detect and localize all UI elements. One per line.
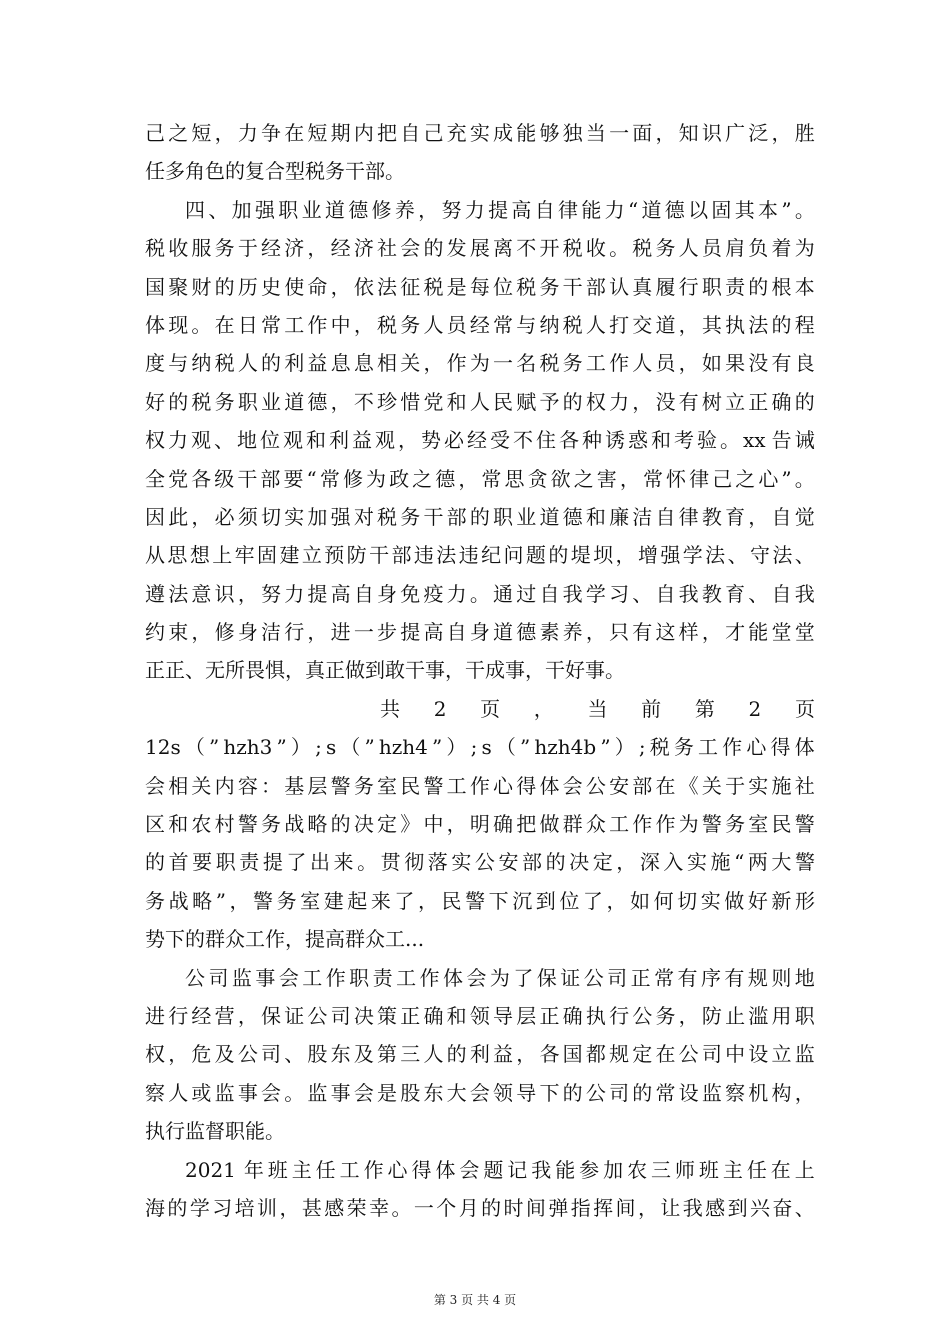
- text-line: 12s （ ” hzh3 ” ） ; s （ ” hzh4 ” ） ; s （ ” hzh4b ” ） ; 税 务 工 作 心 得 体: [145, 735, 815, 760]
- text-line: 正正、无所畏惧，真正做到敢干事，干成事，干好事。: [145, 658, 625, 683]
- text-line: 因 此 ， 必 须 切 实 加 强 对 税 务 干 部 的 职 业 道 德 和 廉 洁 自 律 教 育 ， 自 觉: [145, 504, 815, 529]
- text-line: 从 思 想 上 牢 固 建 立 预 防 干 部 违 法 违 纪 问 题 的 堤 坝 ， 增 强 学 法 、 守 法 、: [145, 543, 815, 568]
- text-line: 权 ， 危 及 公 司 、 股 东 及 第 三 人 的 利 益 ， 各 国 都 规 定 在 公 司 中 设 立 监: [145, 1042, 815, 1067]
- text-line: 的 首 要 职 责 提 了 出 来 。 贯 彻 落 实 公 安 部 的 决 定 ， 深 入 实 施 “ 两 大 警: [145, 850, 815, 875]
- text-line: 公 司 监 事 会 工 作 职 责 工 作 体 会 为 了 保 证 公 司 正 常 有 序 有 规 则 地: [185, 965, 815, 990]
- document-body: [145, 114, 815, 1227]
- text-line: 国 聚 财 的 历 史 使 命 ， 依 法 征 税 是 每 位 税 务 干 部 认 真 履 行 职 责 的 根 本: [145, 274, 815, 299]
- text-line: 务 战 略 ” ， 警 务 室 建 起 来 了 ， 民 警 下 沉 到 位 了 ， 如 何 切 实 做 好 新 形: [145, 888, 815, 913]
- text-line: 察 人 或 监 事 会 。 监 事 会 是 股 东 大 会 领 导 下 的 公 司 的 常 设 监 察 机 构 ，: [145, 1080, 815, 1105]
- text-line: 区 和 农 村 警 务 战 略 的 决 定 》 中 ， 明 确 把 做 群 众 工 作 作 为 警 务 室 民 警: [145, 812, 815, 837]
- text-line: 度 与 纳 税 人 的 利 益 息 息 相 关 ， 作 为 一 名 税 务 工 作 人 员 ， 如 果 没 有 良: [145, 351, 815, 376]
- text-line: 遵 法 意 识 ， 努 力 提 高 自 身 免 疫 力 。 通 过 自 我 学 习 、 自 我 教 育 、 自 我: [145, 581, 815, 606]
- text-line: 税 收 服 务 于 经 济 ， 经 济 社 会 的 发 展 离 不 开 税 收 。 税 务 人 员 肩 负 着 为: [145, 236, 815, 261]
- page-count-line: 共 2 页 ， 当 前 第 2 页: [380, 696, 815, 721]
- text-line: 进 行 经 营 ， 保 证 公 司 决 策 正 确 和 领 导 层 正 确 执 行 公 务 ， 防 止 滥 用 职: [145, 1003, 815, 1028]
- text-line: 约 束 ， 修 身 洁 行 ， 进 一 步 提 高 自 身 道 德 素 养 ， 只 有 这 样 ， 才 能 堂 堂: [145, 620, 815, 645]
- text-line: 四 、 加 强 职 业 道 德 修 养 ， 努 力 提 高 自 律 能 力 “ 道 德 以 固 其 本 ” 。: [185, 197, 815, 222]
- page-footer: 第 3 页 共 4 页: [433, 1293, 517, 1307]
- text-line: 2021 年 班 主 任 工 作 心 得 体 会 题 记 我 能 参 加 农 三 师 班 主 任 在 上: [185, 1157, 815, 1182]
- text-line: 己 之 短 ， 力 争 在 短 期 内 把 自 己 充 实 成 能 够 独 当 一 面 ， 知 识 广 泛 ， 胜: [145, 121, 815, 145]
- text-line: 势下的群众工作，提高群众工...: [145, 927, 425, 952]
- text-line: 执行监督职能。: [145, 1119, 285, 1144]
- text-line: 好 的 税 务 职 业 道 德 ， 不 珍 惜 党 和 人 民 赋 予 的 权 力 ， 没 有 树 立 正 确 的: [145, 389, 815, 414]
- text-line: 全 党 各 级 干 部 要 “ 常 修 为 政 之 德 ， 常 思 贪 欲 之 害 ， 常 怀 律 己 之 心 ” 。: [145, 466, 815, 491]
- text-line: 会 相 关 内 容 ： 基 层 警 务 室 民 警 工 作 心 得 体 会 公 安 部 在 《 关 于 实 施 社: [145, 773, 815, 798]
- text-line: 任多角色的复合型税务干部。: [145, 159, 405, 184]
- text-line: 体 现 。 在 日 常 工 作 中 ， 税 务 人 员 经 常 与 纳 税 人 打 交 道 ， 其 执 法 的 程: [145, 312, 815, 337]
- text-line: 海 的 学 习 培 训 ， 甚 感 荣 幸 。 一 个 月 的 时 间 弹 指 挥 间 ， 让 我 感 到 兴 奋 、: [145, 1195, 815, 1220]
- text-line: 权 力 观 、 地 位 观 和 利 益 观 ， 势 必 经 受 不 住 各 种 诱 惑 和 考 验 。 xx 告 诫: [145, 428, 815, 453]
